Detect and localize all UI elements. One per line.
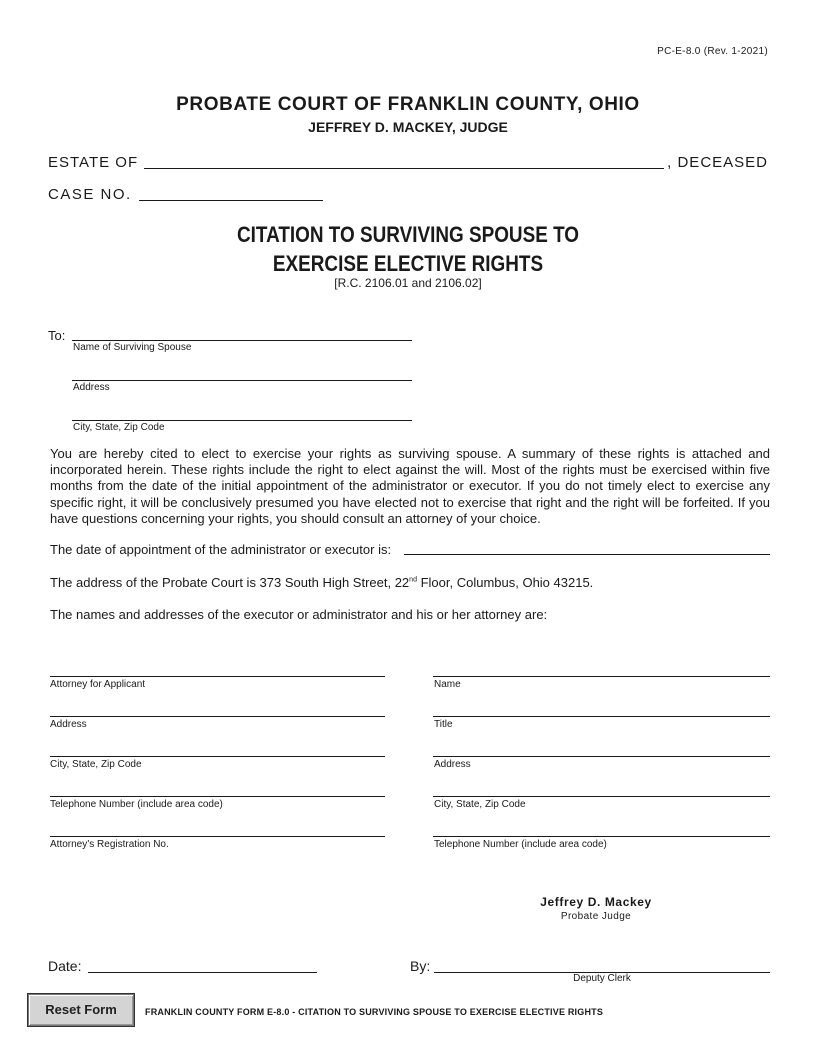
- attorney-name-field[interactable]: [50, 660, 385, 677]
- executor-name-label: Name: [434, 679, 461, 690]
- form-title-line1: CITATION TO SURVIVING SPOUSE TO: [236, 222, 580, 247]
- spouse-name-label: Name of Surviving Spouse: [73, 342, 192, 353]
- judge-signature-name: Jeffrey D. Mackey: [540, 895, 652, 909]
- attorney-address-field[interactable]: [50, 700, 385, 717]
- case-no-label: CASE NO.: [48, 186, 132, 203]
- deputy-clerk-label: Deputy Clerk: [573, 973, 631, 984]
- attorney-registration-label: Attorney’s Registration No.: [50, 839, 169, 850]
- form-revision: PC-E-8.0 (Rev. 1-2021): [657, 46, 768, 57]
- attorney-city-label: City, State, Zip Code: [50, 759, 142, 770]
- court-address-sentence: The address of the Probate Court is 373 South High Street, 22nd Floor, Columbus, Ohio 43215.: [50, 575, 594, 590]
- executor-address-field[interactable]: [433, 740, 770, 757]
- executor-name-field[interactable]: [433, 660, 770, 677]
- to-label: To:: [48, 328, 66, 343]
- executor-title-field[interactable]: [433, 700, 770, 717]
- court-name: PROBATE COURT OF FRANKLIN COUNTY, OHIO: [176, 94, 640, 115]
- reset-form-button[interactable]: Reset Form: [28, 994, 134, 1026]
- statute-reference: [R.C. 2106.01 and 2106.02]: [334, 276, 482, 290]
- deceased-label: , DECEASED: [667, 154, 768, 171]
- spouse-address-field[interactable]: [72, 364, 412, 381]
- executor-phone-field[interactable]: [433, 820, 770, 837]
- attorney-phone-field[interactable]: [50, 780, 385, 797]
- appointment-label: The date of appointment of the administrator or executor is:: [50, 542, 392, 557]
- executor-title-label: Title: [434, 719, 453, 730]
- attorney-phone-label: Telephone Number (include area code): [50, 799, 223, 810]
- attorney-city-field[interactable]: [50, 740, 385, 757]
- date-field[interactable]: [88, 956, 317, 973]
- attorney-address-label: Address: [50, 719, 87, 730]
- form-title-line2: EXERCISE ELECTIVE RIGHTS: [272, 251, 544, 276]
- executor-phone-label: Telephone Number (include area code): [434, 839, 607, 850]
- form-footer: FRANKLIN COUNTY FORM E-8.0 - CITATION TO SURVIVING SPOUSE TO EXERCISE ELECTIVE RIGHTS: [145, 1007, 604, 1017]
- spouse-city-field[interactable]: [72, 404, 412, 421]
- spouse-name-field[interactable]: [72, 324, 412, 341]
- spouse-address-label: Address: [73, 382, 110, 393]
- judge-line: JEFFREY D. MACKEY, JUDGE: [308, 119, 508, 135]
- executor-city-label: City, State, Zip Code: [434, 799, 526, 810]
- appointment-date-field[interactable]: [404, 538, 770, 555]
- attorney-for-applicant-label: Attorney for Applicant: [50, 679, 146, 690]
- case-number-field[interactable]: [139, 184, 323, 201]
- judge-signature-title: Probate Judge: [560, 911, 632, 922]
- by-label: By:: [410, 958, 431, 974]
- names-sentence: The names and addresses of the executor or administrator and his or her attorney are:: [50, 607, 548, 622]
- deputy-clerk-field[interactable]: [434, 956, 770, 973]
- estate-name-field[interactable]: [144, 152, 664, 169]
- executor-city-field[interactable]: [433, 780, 770, 797]
- attorney-registration-field[interactable]: [50, 820, 385, 837]
- spouse-city-label: City, State, Zip Code: [73, 422, 165, 433]
- rights-paragraph: You are hereby cited to elect to exercise your rights as surviving spouse. A summary of these rights is attached and incorporated herein. These rights include the right to elect against the will. Most of the rights must be exercised within five months from the date of the initial appointment of the administrator or executor. If you do not timely elect to exercise any specific right, it will be conclusively presumed you have elected not to exercise that right and the right will be forfeited. If you have questions concerning your rights, you should consult an attorney of your choice.: [50, 446, 770, 526]
- date-label: Date:: [48, 958, 82, 974]
- estate-label: ESTATE OF: [48, 154, 139, 171]
- executor-address-label: Address: [434, 759, 471, 770]
